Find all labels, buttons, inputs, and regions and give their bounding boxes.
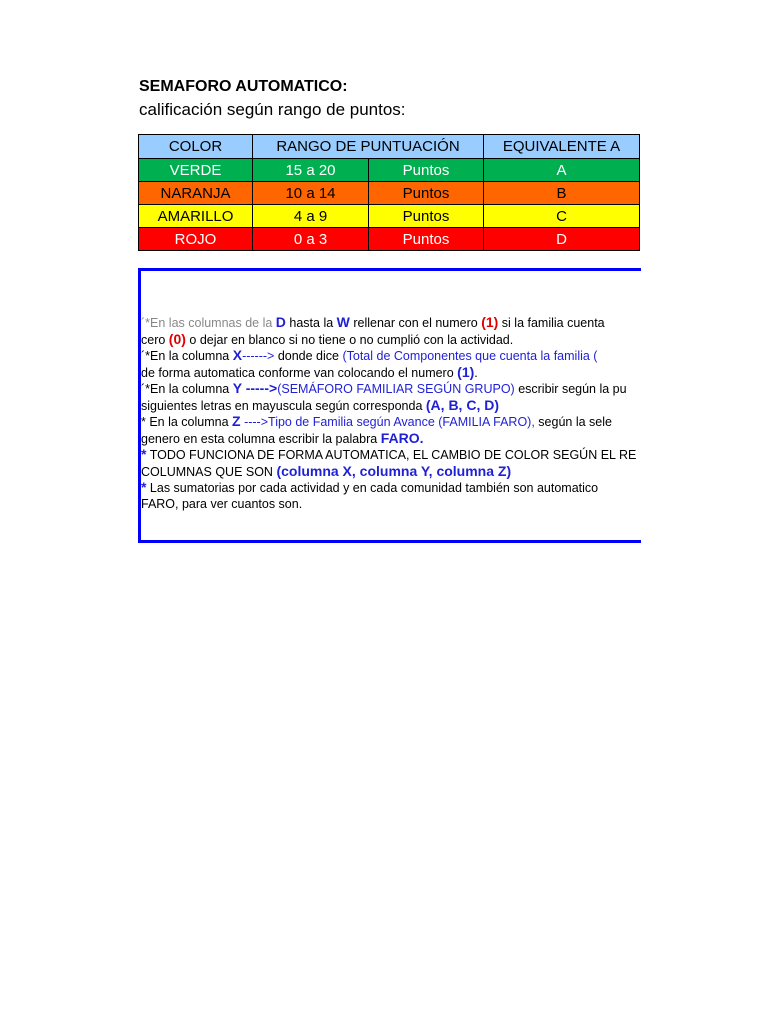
cell-unit: Puntos — [369, 159, 484, 182]
semaforo-table — [138, 134, 640, 251]
note-line — [141, 398, 641, 415]
note-line — [141, 464, 641, 481]
note-text: donde dice — [274, 349, 343, 363]
note-highlight: (0) — [168, 330, 186, 347]
cell-range: 10 a 14 — [253, 182, 369, 205]
cell-color: NARANJA — [139, 182, 253, 205]
cell-equiv: B — [484, 182, 640, 205]
note-text: si la familia cuenta — [498, 316, 605, 330]
note-highlight: D — [275, 314, 286, 330]
note-line — [141, 381, 641, 398]
note-line — [141, 431, 641, 448]
table-row-amarillo — [139, 205, 640, 228]
note-line — [141, 497, 641, 513]
page-subtitle: calificación según rango de puntos: — [139, 100, 406, 119]
cell-unit: Puntos — [369, 182, 484, 205]
note-text: escribir según la pu — [514, 382, 627, 396]
note-text: . — [474, 365, 478, 380]
table-row-rojo — [139, 228, 640, 251]
note-text: FARO, para ver cuantos son. — [141, 496, 303, 511]
note-text: COLUMNAS QUE SON — [141, 464, 277, 479]
cell-color: VERDE — [139, 159, 253, 182]
note-text: ´*En la columna — [141, 349, 233, 363]
note-line — [141, 348, 641, 365]
note-highlight: * — [141, 446, 147, 462]
note-highlight: (Total de Componentes que cuenta la familia ( — [342, 349, 598, 363]
note-text: según la sele — [534, 415, 612, 429]
note-text: hasta la — [285, 316, 337, 330]
note-highlight: * — [141, 479, 147, 495]
note-highlight: (A, B, C, D) — [425, 396, 499, 413]
note-highlight: Y -----> — [232, 380, 278, 396]
cell-unit: Puntos — [369, 205, 484, 228]
cell-unit: Puntos — [369, 228, 484, 251]
header-range: RANGO DE PUNTUACIÓN — [253, 135, 484, 159]
page-title: SEMAFORO AUTOMATICO: — [139, 78, 348, 95]
cell-equiv: A — [484, 159, 640, 182]
note-text: TODO FUNCIONA DE FORMA AUTOMATICA, EL CAMBIO DE COLOR SEGÚN EL RE — [146, 448, 637, 462]
instructions-text — [141, 315, 641, 512]
note-highlight: (SEMÁFORO FAMILIAR SEGÚN GRUPO) — [277, 382, 515, 396]
note-highlight: (1) — [457, 363, 475, 380]
note-highlight: ---->Tipo de Familia según Avance (FAMILIA FARO), — [240, 415, 535, 429]
note-line — [141, 480, 641, 497]
instructions-box — [138, 268, 641, 543]
table-row-naranja — [139, 182, 640, 205]
note-text: Las sumatorias por cada actividad y en cada comunidad también son automatico — [146, 481, 599, 495]
note-highlight: (columna X, columna Y, columna Z) — [276, 462, 512, 479]
table-row-verde — [139, 159, 640, 182]
note-line — [141, 447, 641, 464]
cell-equiv: C — [484, 205, 640, 228]
cell-range: 0 a 3 — [253, 228, 369, 251]
note-text: * En la columna — [141, 415, 233, 429]
note-line — [141, 414, 641, 431]
note-text: cero — [141, 332, 169, 347]
header-equiv: EQUIVALENTE A — [484, 135, 640, 159]
note-text: rellenar con el numero — [349, 316, 482, 330]
cell-range: 15 a 20 — [253, 159, 369, 182]
note-highlight: (1) — [481, 314, 499, 330]
note-highlight: ------> — [242, 349, 275, 363]
note-text: ´*En la columna — [141, 382, 233, 396]
note-text: de forma automatica conforme van colocando el numero — [141, 365, 458, 380]
note-text: siguientes letras en mayuscula según corresponda — [141, 398, 426, 413]
note-line — [141, 315, 641, 332]
note-text: o dejar en blanco si no tiene o no cumplió con la actividad. — [185, 332, 514, 347]
semaforo-table-container — [138, 134, 641, 260]
cell-color: ROJO — [139, 228, 253, 251]
cell-color: AMARILLO — [139, 205, 253, 228]
cell-equiv: D — [484, 228, 640, 251]
note-line — [141, 332, 641, 349]
note-highlight: Z — [232, 413, 241, 429]
note-highlight: W — [336, 314, 350, 330]
note-highlight: FARO. — [380, 429, 424, 446]
header-color: COLOR — [139, 135, 253, 159]
table-header-row — [139, 135, 640, 159]
note-text: ´*En las columnas de la — [141, 316, 276, 330]
note-line — [141, 365, 641, 382]
note-highlight: X — [232, 347, 243, 363]
note-text: genero en esta columna escribir la palabra — [141, 431, 381, 446]
cell-range: 4 a 9 — [253, 205, 369, 228]
